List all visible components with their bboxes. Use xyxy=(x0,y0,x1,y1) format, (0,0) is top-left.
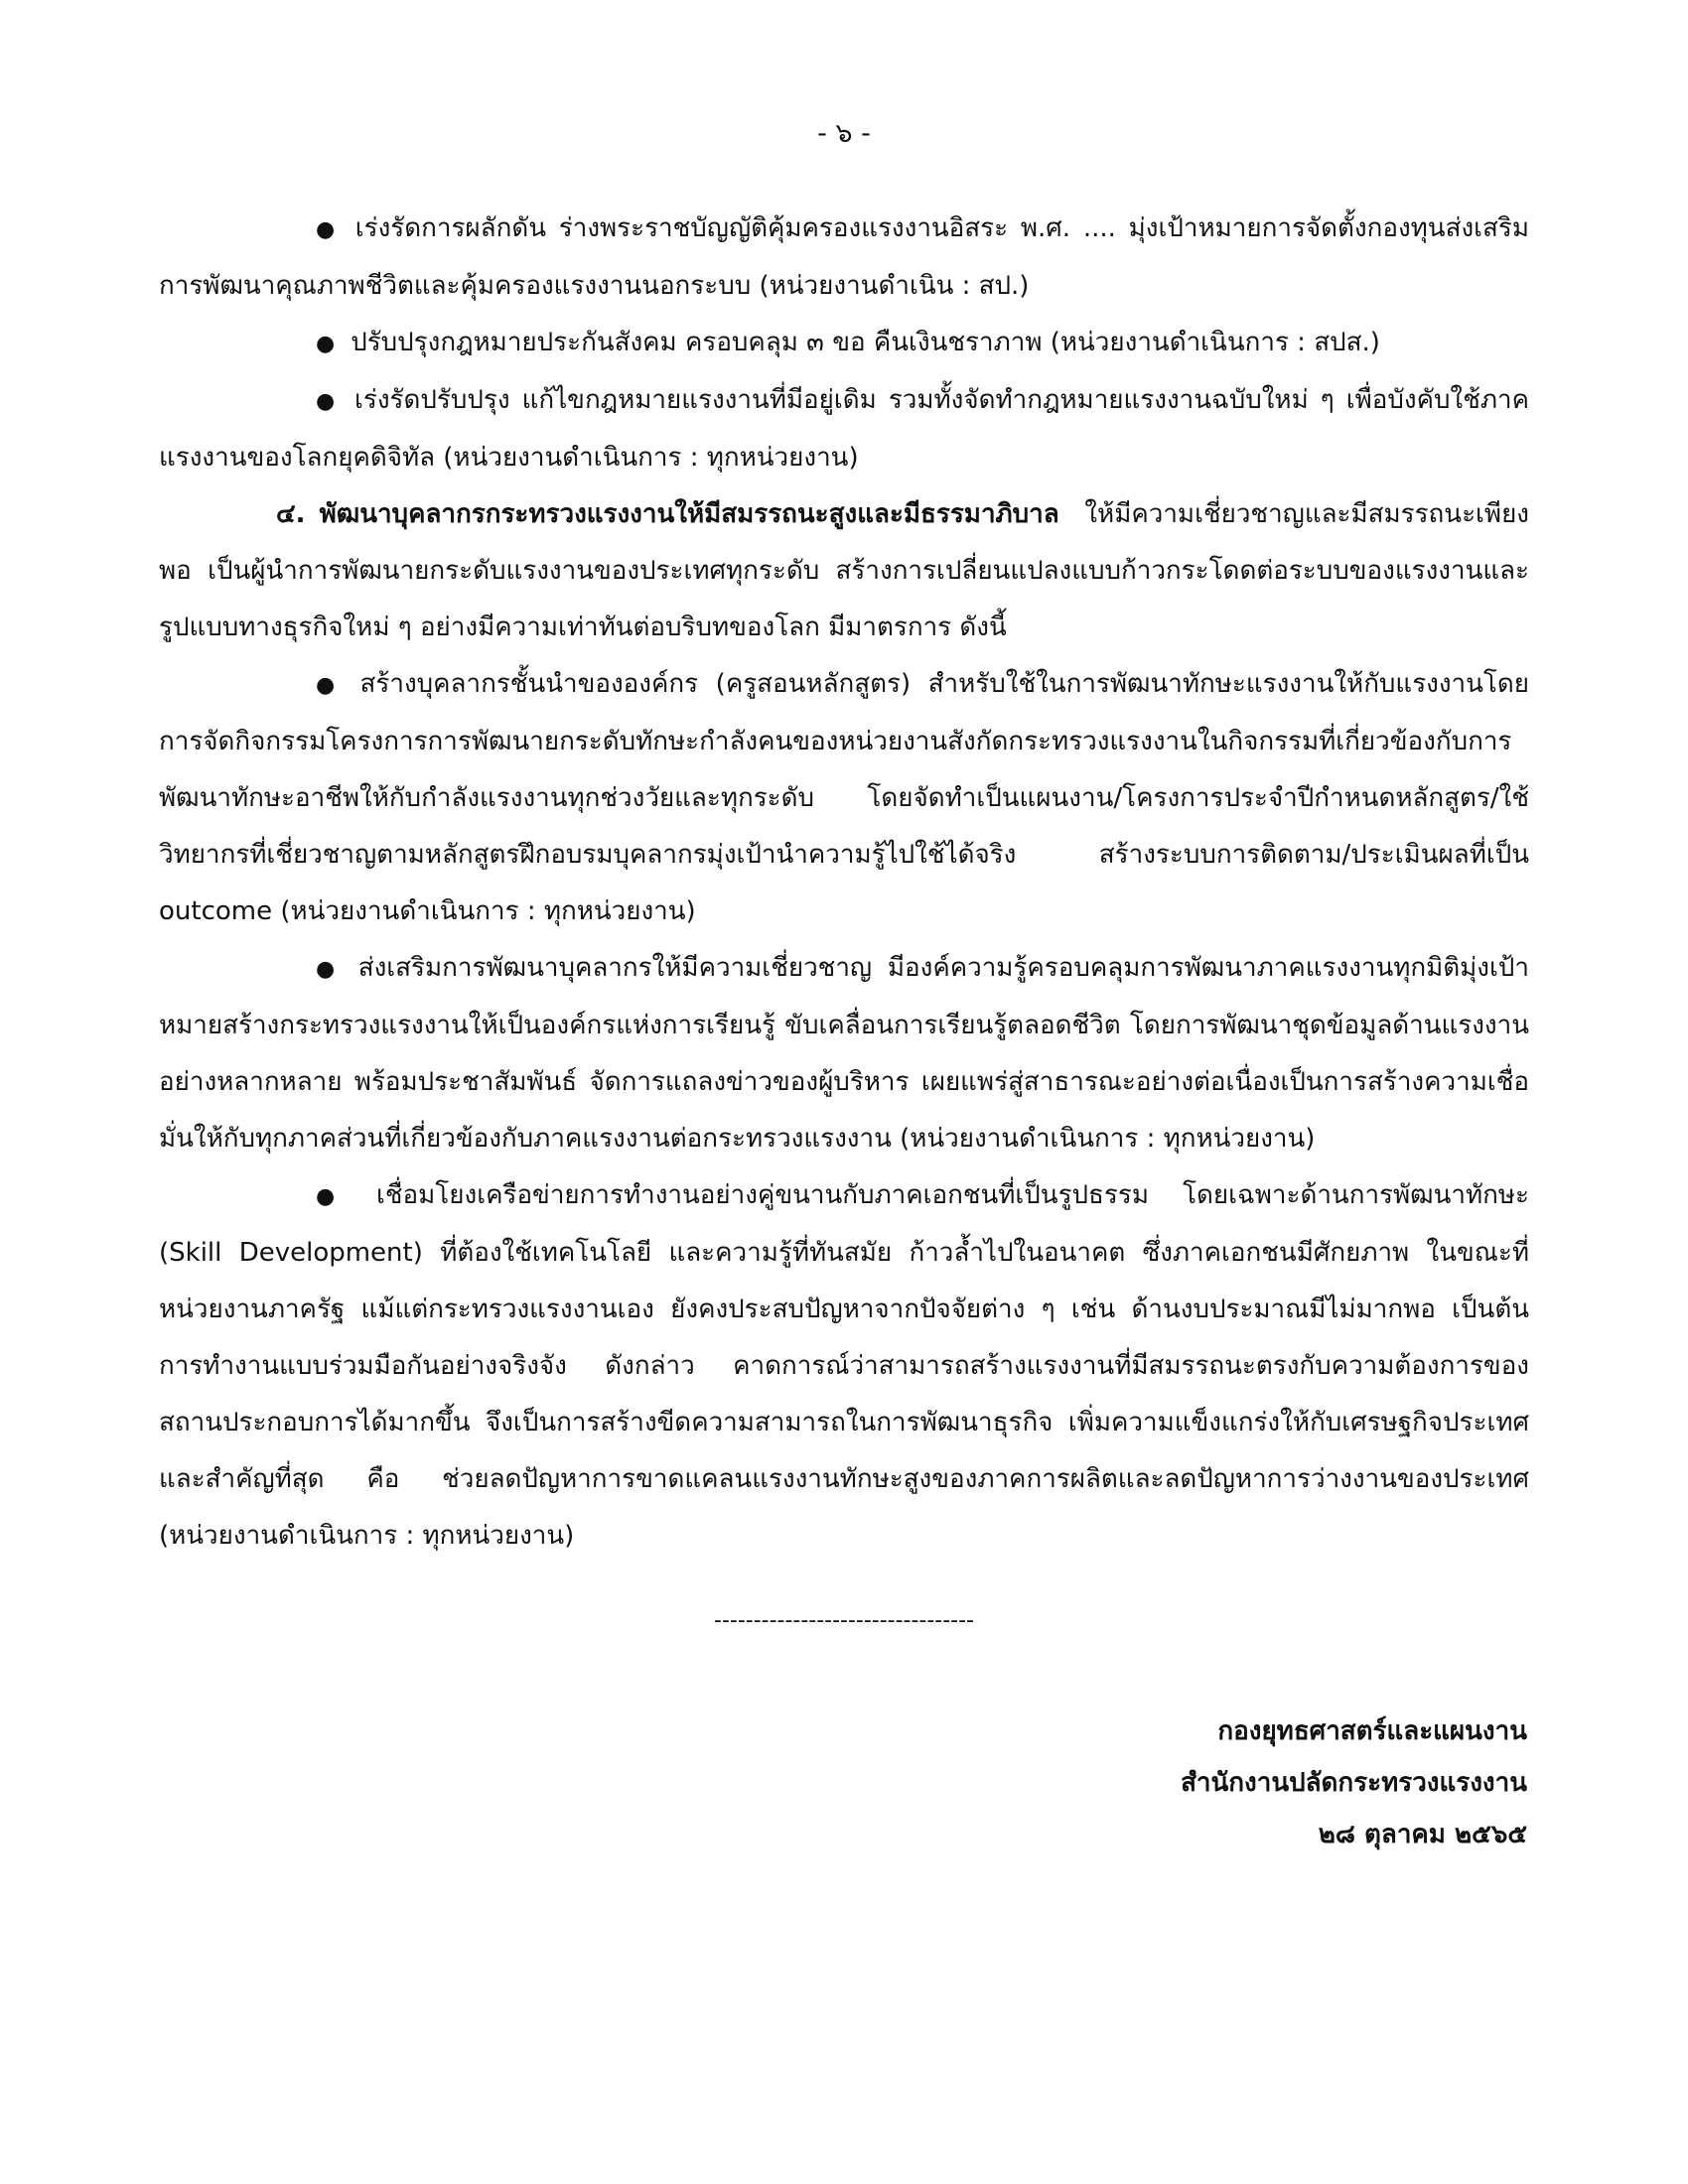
signature-office: สำนักงานปลัดกระทรวงแรงงาน xyxy=(1181,1768,1527,1798)
bullet-icon: ● xyxy=(316,389,339,414)
bullet-paragraph xyxy=(159,1167,1529,1565)
section-text: ให้มีความเชี่ยวชาญและมีสมรรถนะเพียงพอ เป็นผู้นำการพัฒนายกระดับแรงงานของประเทศทุกระดับ สร้างการเปลี่ยนแปลงแบบก้าวกระโดดต่อระบบของแรงงานและรูปแบบทางธุรกิจใหม่ ๆ อย่างมีความเท่าทันต่อบริบทของโลก มีมาตรการ ดังนี้ xyxy=(159,499,1529,642)
paragraph-text: สร้างบุคลากรชั้นนำขององค์กร (ครูสอนหลักสูตร) สำหรับใช้ในการพัฒนาทักษะแรงงานให้กับแรงงานโดยการจัดกิจกรรมโครงการการพัฒนายกระดับทักษะกำลังคนของหน่วยงานสังกัดกระทรวงแรงงานในกิจกรรมที่เกี่ยวข้องกับการพัฒนาทักษะอาชีพให้กับกำลังแรงงานทุกช่วงวัยและทุกระดับ โดยจัดทำเป็นแผนงาน/โครงการประจำปีกำหนดหลักสูตร/ใช้วิทยากรที่เชี่ยวชาญตามหลักสูตรฝึกอบรมบุคลากรมุ่งเป้านำความรู้ไปใช้ได้จริง สร้างระบบการติดตาม/ประเมินผลที่เป็น outcome (หน่วยงานดำเนินการ : ทุกหน่วยงาน) xyxy=(159,669,1530,926)
bullet-paragraph xyxy=(159,315,1529,372)
bullet-paragraph xyxy=(159,201,1529,315)
page-number: - ๖ - xyxy=(817,118,871,149)
bullet-icon: ● xyxy=(316,332,336,356)
document-body xyxy=(159,201,1529,1565)
section-number: ๔. xyxy=(276,499,306,529)
signature-department: กองยุทธศาสตร์และแผนงาน xyxy=(1217,1716,1527,1746)
bullet-icon: ● xyxy=(316,217,340,242)
bullet-icon: ● xyxy=(316,1184,361,1209)
paragraph-text: เร่งรัดปรับปรุง แก้ไขกฎหมายแรงงานที่มีอยู่เดิม รวมทั้งจัดทำกฎหมายแรงงานฉบับใหม่ ๆ เพื่อบังคับใช้ภาคแรงงานของโลกยุคดิจิทัล (หน่วยงานดำเนินการ : ทุกหน่วยงาน) xyxy=(159,385,1529,473)
paragraph-text: เชื่อมโยงเครือข่ายการทำงานอย่างคู่ขนานกับภาคเอกชนที่เป็นรูปธรรม โดยเฉพาะด้านการพัฒนาทักษะ (Skill Development) ที่ต้องใช้เทคโนโลยี และความรู้ที่ทันสมัย ก้าวล้ำไปในอนาคต ซึ่งภาคเอกชนมีศักยภาพ ในขณะที่หน่วยงานภาครัฐ แม้แต่กระทรวงแรงงานเอง ยังคงประสบปัญหาจากปัจจัยต่าง ๆ เช่น ด้านงบประมาณมีไม่มากพอ เป็นต้น การทำงานแบบร่วมมือกันอย่างจริงจัง ดังกล่าว คาดการณ์ว่าสามารถสร้างแรงงานที่มีสมรรถนะตรงกับความต้องการของสถานประกอบการได้มากขึ้น จึงเป็นการสร้างขีดความสามารถในการพัฒนาธุรกิจ เพิ่มความแข็งแกร่งให้กับเศรษฐกิจประเทศ และสำคัญที่สุด คือ ช่วยลดปัญหาการขาดแคลนแรงงานทักษะสูงของภาคการผลิตและลดปัญหาการว่างงานของประเทศ (หน่วยงานดำเนินการ : ทุกหน่วยงาน) xyxy=(159,1180,1529,1551)
section-title: พัฒนาบุคลากรกระทรวงแรงงานให้มีสมรรถนะสูงและมีธรรมาภิบาล xyxy=(319,499,1059,529)
paragraph-text: ปรับปรุงกฎหมายประกันสังคม ครอบคลุม ๓ ขอ คืนเงินชราภาพ (หน่วยงานดำเนินการ : สปส.) xyxy=(351,328,1380,357)
paragraph-text: ส่งเสริมการพัฒนาบุคลากรให้มีความเชี่ยวชาญ มีองค์ความรู้ครอบคลุมการพัฒนาภาคแรงงานทุกมิติมุ่งเป้าหมายสร้างกระทรวงแรงงานให้เป็นองค์กรแห่งการเรียนรู้ ขับเคลื่อนการเรียนรู้ตลอดชีวิต โดยการพัฒนาชุดข้อมูลด้านแรงงานอย่างหลากหลาย พร้อมประชาสัมพันธ์ จัดการแถลงข่าวของผู้บริหาร เผยแพร่สู่สาธารณะอย่างต่อเนื่องเป็นการสร้างความเชื่อมั่นให้กับทุกภาคส่วนที่เกี่ยวข้องกับภาคแรงงานต่อกระทรวงแรงงาน (หน่วยงานดำเนินการ : ทุกหน่วยงาน) xyxy=(159,953,1529,1154)
bullet-paragraph xyxy=(159,372,1529,486)
bullet-icon: ● xyxy=(316,673,345,698)
paragraph-text: เร่งรัดการผลักดัน ร่างพระราชบัญญัติคุ้มครองแรงงานอิสระ พ.ศ. .... มุ่งเป้าหมายการจัดตั้งกองทุนส่งเสริมการพัฒนาคุณภาพชีวิตและคุ้มครองแรงงานนอกระบบ (หน่วยงานดำเนิน : สป.) xyxy=(159,213,1529,301)
signature-block xyxy=(1181,1706,1527,1860)
bullet-icon: ● xyxy=(316,957,343,982)
bullet-paragraph xyxy=(159,940,1529,1167)
bullet-paragraph xyxy=(159,656,1529,940)
section-separator: --------------------------------- xyxy=(714,1608,974,1633)
signature-date: ๒๘ ตุลาคม ๒๕๖๕ xyxy=(1318,1820,1527,1849)
section-heading-paragraph xyxy=(159,486,1529,656)
